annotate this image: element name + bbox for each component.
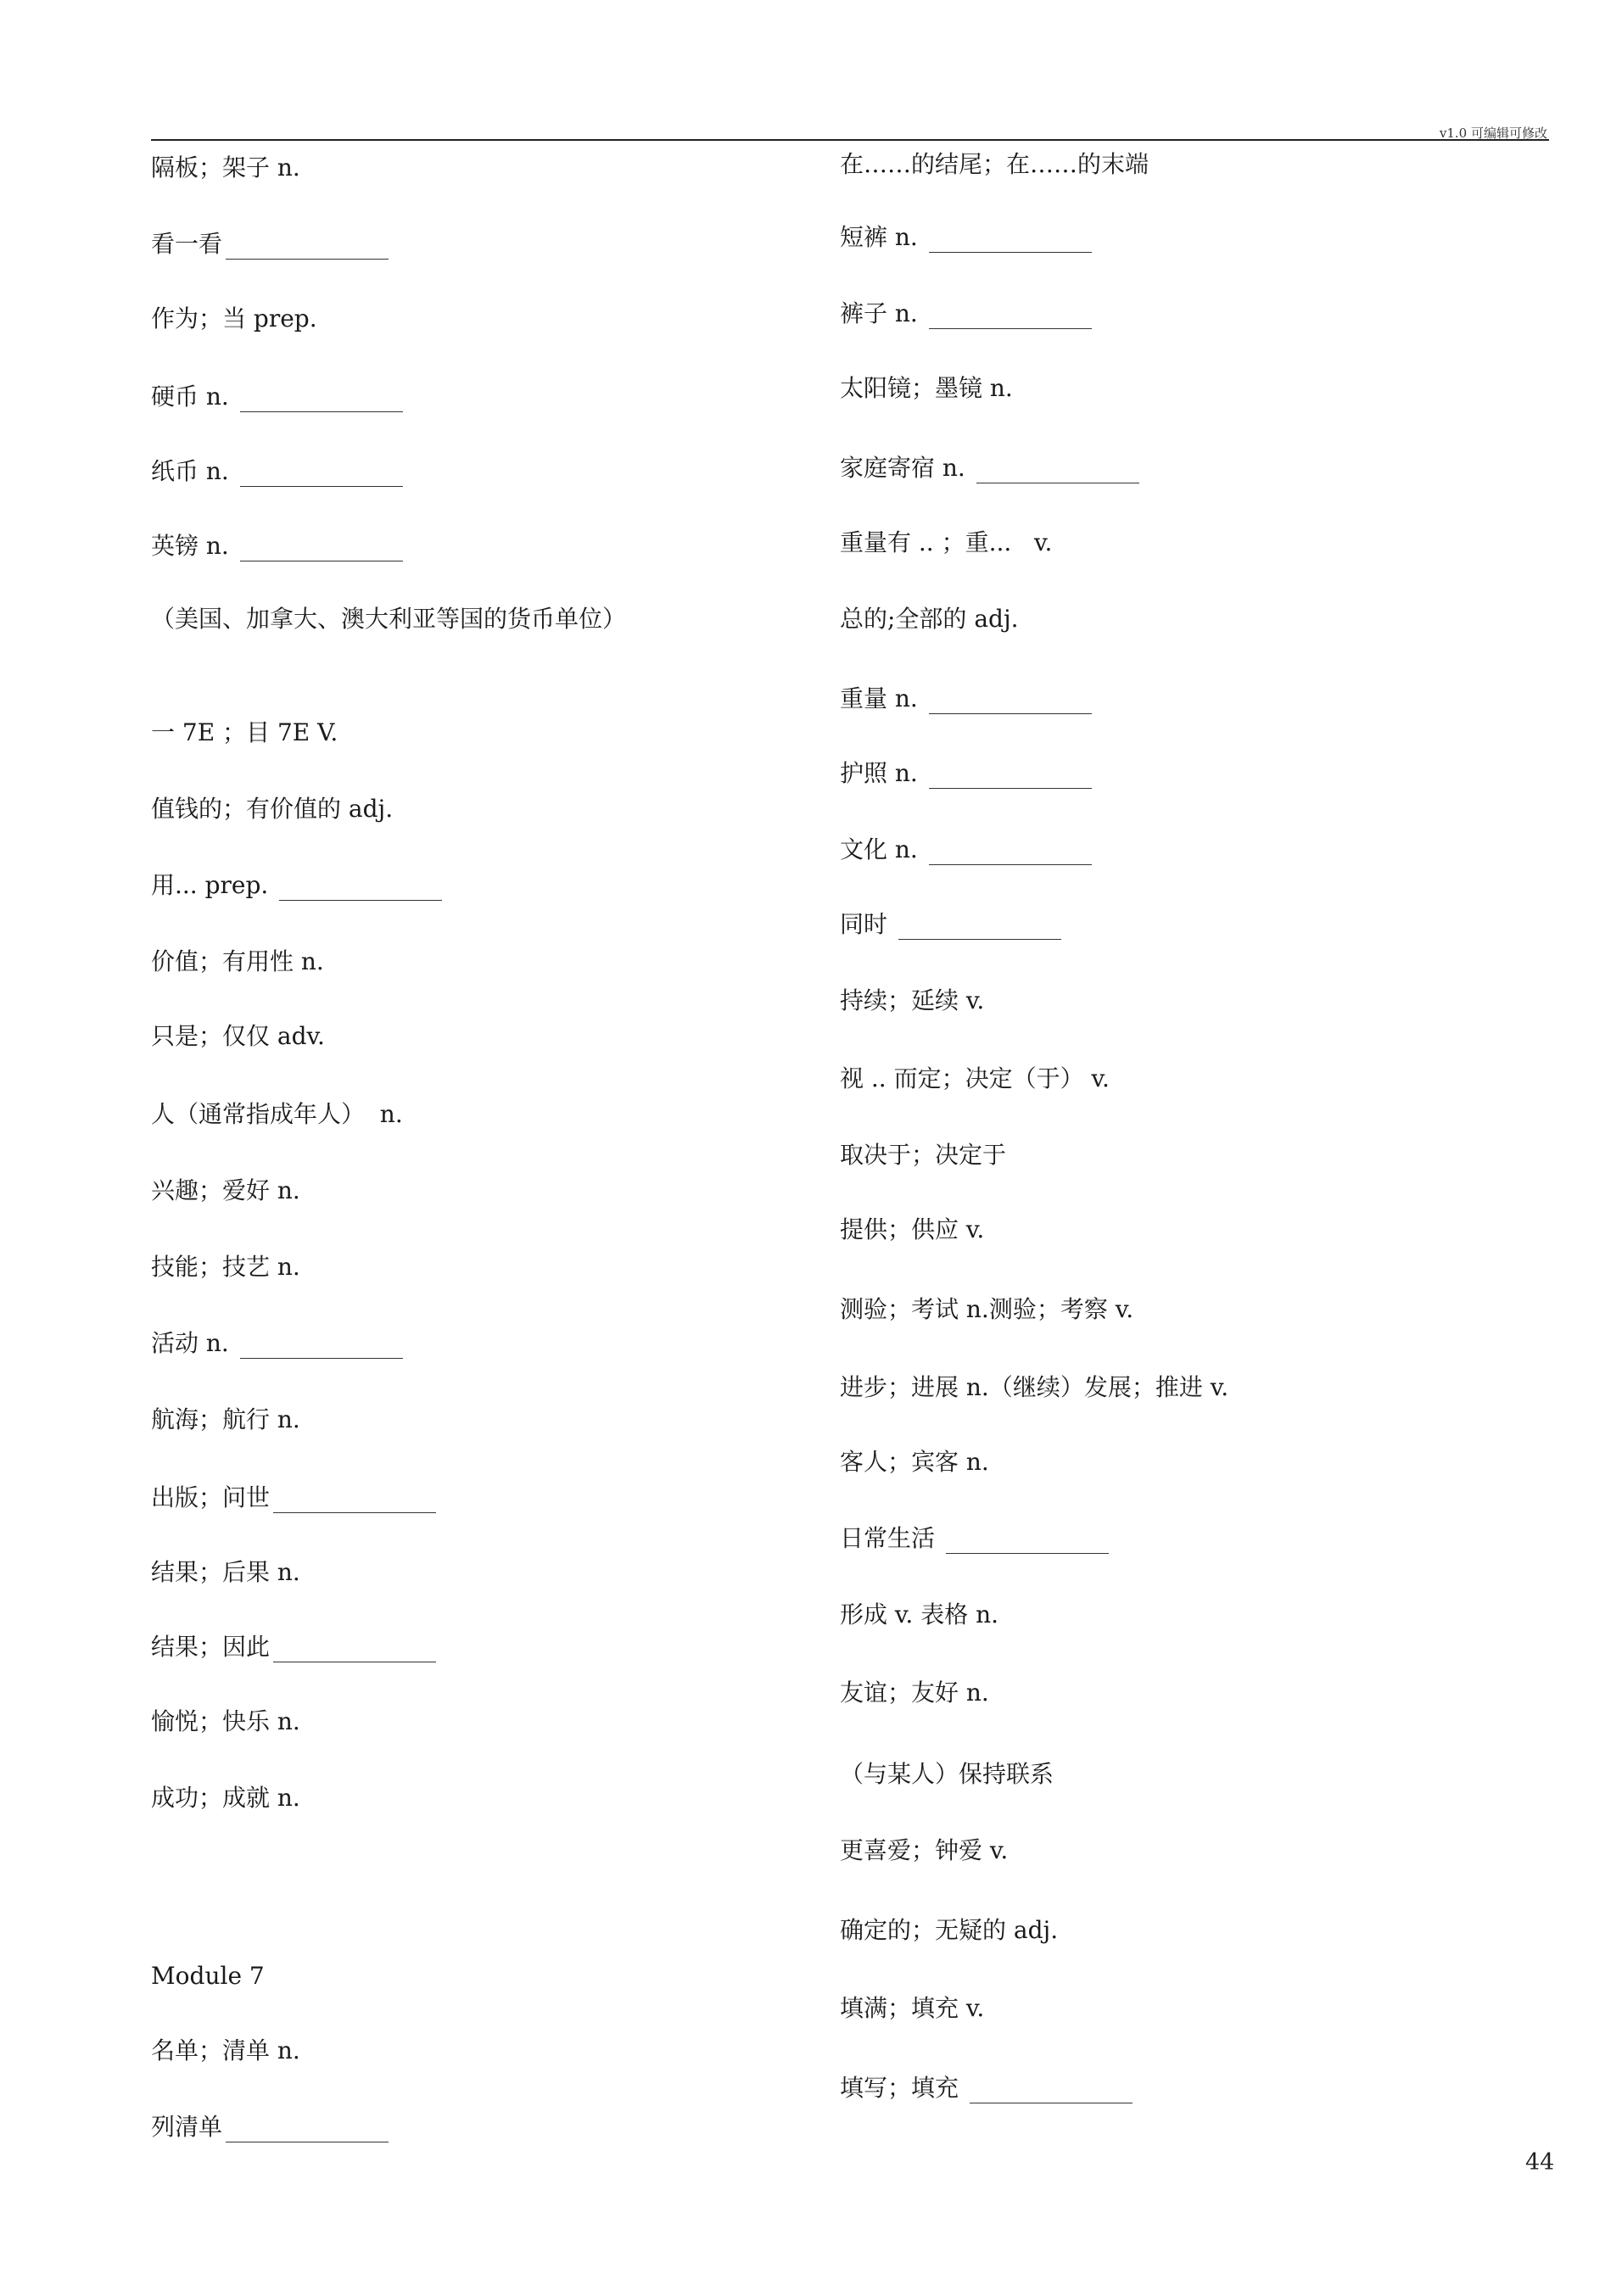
vocab-text: 航海；航行 n. [151,1405,300,1433]
vocab-text: 价值；有用性 n. [151,947,324,975]
right-vocab-entry [840,1835,1008,1866]
vocab-text: 名单；清单 n. [151,2036,300,2064]
right-vocab-entry [840,604,1019,634]
right-vocab-entry [840,909,1061,940]
vocab-text: 家庭寄宿 n. [840,454,973,482]
vocab-text: 一 7E ；目 7E V. [151,718,338,746]
vocab-text: （与某人）保持联系 [840,1760,1054,1788]
left-vocab-entry [151,1707,300,1737]
vocab-text: 短裤 n. [840,223,926,251]
vocab-text: 客人；宾客 n. [840,1448,989,1476]
vocab-text: 提供；供应 v. [840,1215,985,1243]
vocab-text: 愉悦；快乐 n. [151,1707,300,1735]
right-vocab-entry [840,1600,998,1630]
right-vocab-entry [840,758,1092,789]
answer-blank [929,306,1092,329]
vocab-text: 文化 n. [840,835,926,863]
right-vocab-entry [840,684,1092,714]
right-vocab-entry [840,1759,1054,1790]
right-vocab-entry [840,1140,1006,1170]
answer-blank [929,691,1092,714]
left-vocab-entry [151,604,626,634]
vocab-text: 取决于；决定于 [840,1141,1007,1169]
answer-blank [929,230,1092,253]
left-vocab-entry [151,1176,300,1206]
left-vocab-entry [151,1483,436,1513]
vocab-text: 视 .. 而定；决定（于） v. [840,1064,1110,1092]
vocab-text: 英镑 n. [151,532,237,560]
left-vocab-entry [151,947,324,977]
left-vocab-entry [151,304,317,334]
vocab-text: 友谊；友好 n. [840,1679,989,1707]
answer-blank [273,1640,436,1662]
answer-blank [946,1531,1109,1554]
left-vocab-entry [151,1783,300,1813]
vocab-text: 确定的；无疑的 adj. [840,1916,1059,1944]
vocab-text: 活动 n. [151,1329,237,1357]
vocab-text: 太阳镜；墨镜 n. [840,374,1013,402]
vocab-text: 只是；仅仅 adv. [151,1022,325,1050]
vocab-text: 填写；填充 [840,2074,966,2102]
vocab-text: 更喜爱；钟爱 v. [840,1836,1009,1864]
left-vocab-entry [151,531,403,561]
right-vocab-entry [840,835,1092,865]
vocab-text: 兴趣；爱好 n. [151,1176,300,1204]
left-vocab-entry [151,1021,325,1052]
vocab-text: 出版；问世 [151,1483,271,1511]
left-vocab-entry [151,382,403,412]
answer-blank [273,1490,436,1513]
left-vocab-entry [151,1099,403,1130]
left-vocab-entry [151,229,389,260]
vocab-text: 用... prep. [151,871,277,899]
left-vocab-entry [151,456,403,487]
vocab-text: 重量 n. [840,684,926,712]
page-number: 44 [1525,2149,1555,2176]
right-vocab-entry [840,1215,984,1245]
version-label: v1.0 可编辑可修改 [1439,126,1547,141]
vocab-text: 人（通常指成年人） n. [151,1100,403,1128]
vocab-text: 测验；考试 n.测验；考察 v. [840,1295,1134,1323]
left-vocab-entry [151,2036,300,2066]
right-vocab-entry [840,1447,989,1478]
vocab-text: 作为；当 prep. [151,304,317,332]
left-vocab-entry [151,1405,300,1435]
vocab-text: 结果；因此 [151,1633,271,1661]
vocab-text: 总的;全部的 adj. [840,605,1019,633]
vocab-text: 同时 [840,910,895,938]
left-vocab-entry [151,1557,300,1588]
right-vocab-entry [840,528,1052,558]
right-vocab-entry [840,222,1092,253]
vocab-text: Module 7 [151,1962,265,1990]
right-vocab-entry [840,1678,989,1708]
right-vocab-entry [840,1064,1110,1094]
vocab-text: 成功；成就 n. [151,1784,300,1812]
header-rule [151,139,1549,141]
right-vocab-entry [840,149,1149,180]
answer-blank [929,766,1092,789]
vocab-text: （美国、加拿大、澳大利亚等国的货币单位） [151,605,627,633]
answer-blank [929,842,1092,865]
right-vocab-entry [840,1372,1228,1403]
left-vocab-entry [151,794,393,824]
right-vocab-entry [840,299,1092,329]
vocab-text: 形成 v. 表格 n. [840,1600,999,1628]
answer-blank [240,539,403,561]
right-vocab-entry [840,986,984,1016]
right-vocab-entry [840,1915,1058,1946]
left-vocab-entry [151,1632,436,1662]
answer-blank [240,464,403,487]
answer-blank [898,917,1061,940]
vocab-text: 隔板；架子 n. [151,154,300,182]
right-vocab-entry [840,2073,1133,2103]
vocab-text: 裤子 n. [840,299,926,327]
answer-blank [279,878,442,901]
answer-blank [240,389,403,412]
vocab-text: 重量有 .. ；重... v. [840,528,1053,556]
vocab-text: 硬币 n. [151,383,237,411]
right-vocab-entry [840,373,1013,404]
vocab-text: 列清单 [151,2113,223,2141]
right-vocab-entry [840,1523,1109,1554]
vocab-text: 值钱的；有价值的 adj. [151,795,394,823]
vocab-text: 看一看 [151,230,223,258]
vocab-text: 在……的结尾；在……的末端 [840,150,1149,178]
answer-blank [226,237,389,260]
answer-blank [970,2081,1133,2103]
left-vocab-entry [151,153,300,183]
vocab-text: 结果；后果 n. [151,1558,300,1586]
vocab-text: 进步；进展 n.（继续）发展；推进 v. [840,1373,1229,1401]
left-vocab-entry [151,1961,265,1992]
vocab-text: 纸币 n. [151,457,237,485]
vocab-text: 填满；填充 v. [840,1994,985,2022]
vocab-text: 技能；技艺 n. [151,1253,300,1281]
left-vocab-entry [151,870,442,901]
vocab-text: 护照 n. [840,759,926,787]
left-vocab-entry [151,1252,300,1282]
left-vocab-entry [151,718,338,748]
vocab-text: 日常生活 [840,1524,942,1552]
right-vocab-entry [840,1294,1133,1325]
answer-blank [240,1336,403,1359]
right-vocab-entry [840,453,1139,483]
right-vocab-entry [840,1993,984,2024]
answer-blank [976,461,1139,483]
left-vocab-entry [151,2112,389,2142]
vocab-text: 持续；延续 v. [840,986,985,1014]
left-vocab-entry [151,1328,403,1359]
answer-blank [226,2120,389,2142]
